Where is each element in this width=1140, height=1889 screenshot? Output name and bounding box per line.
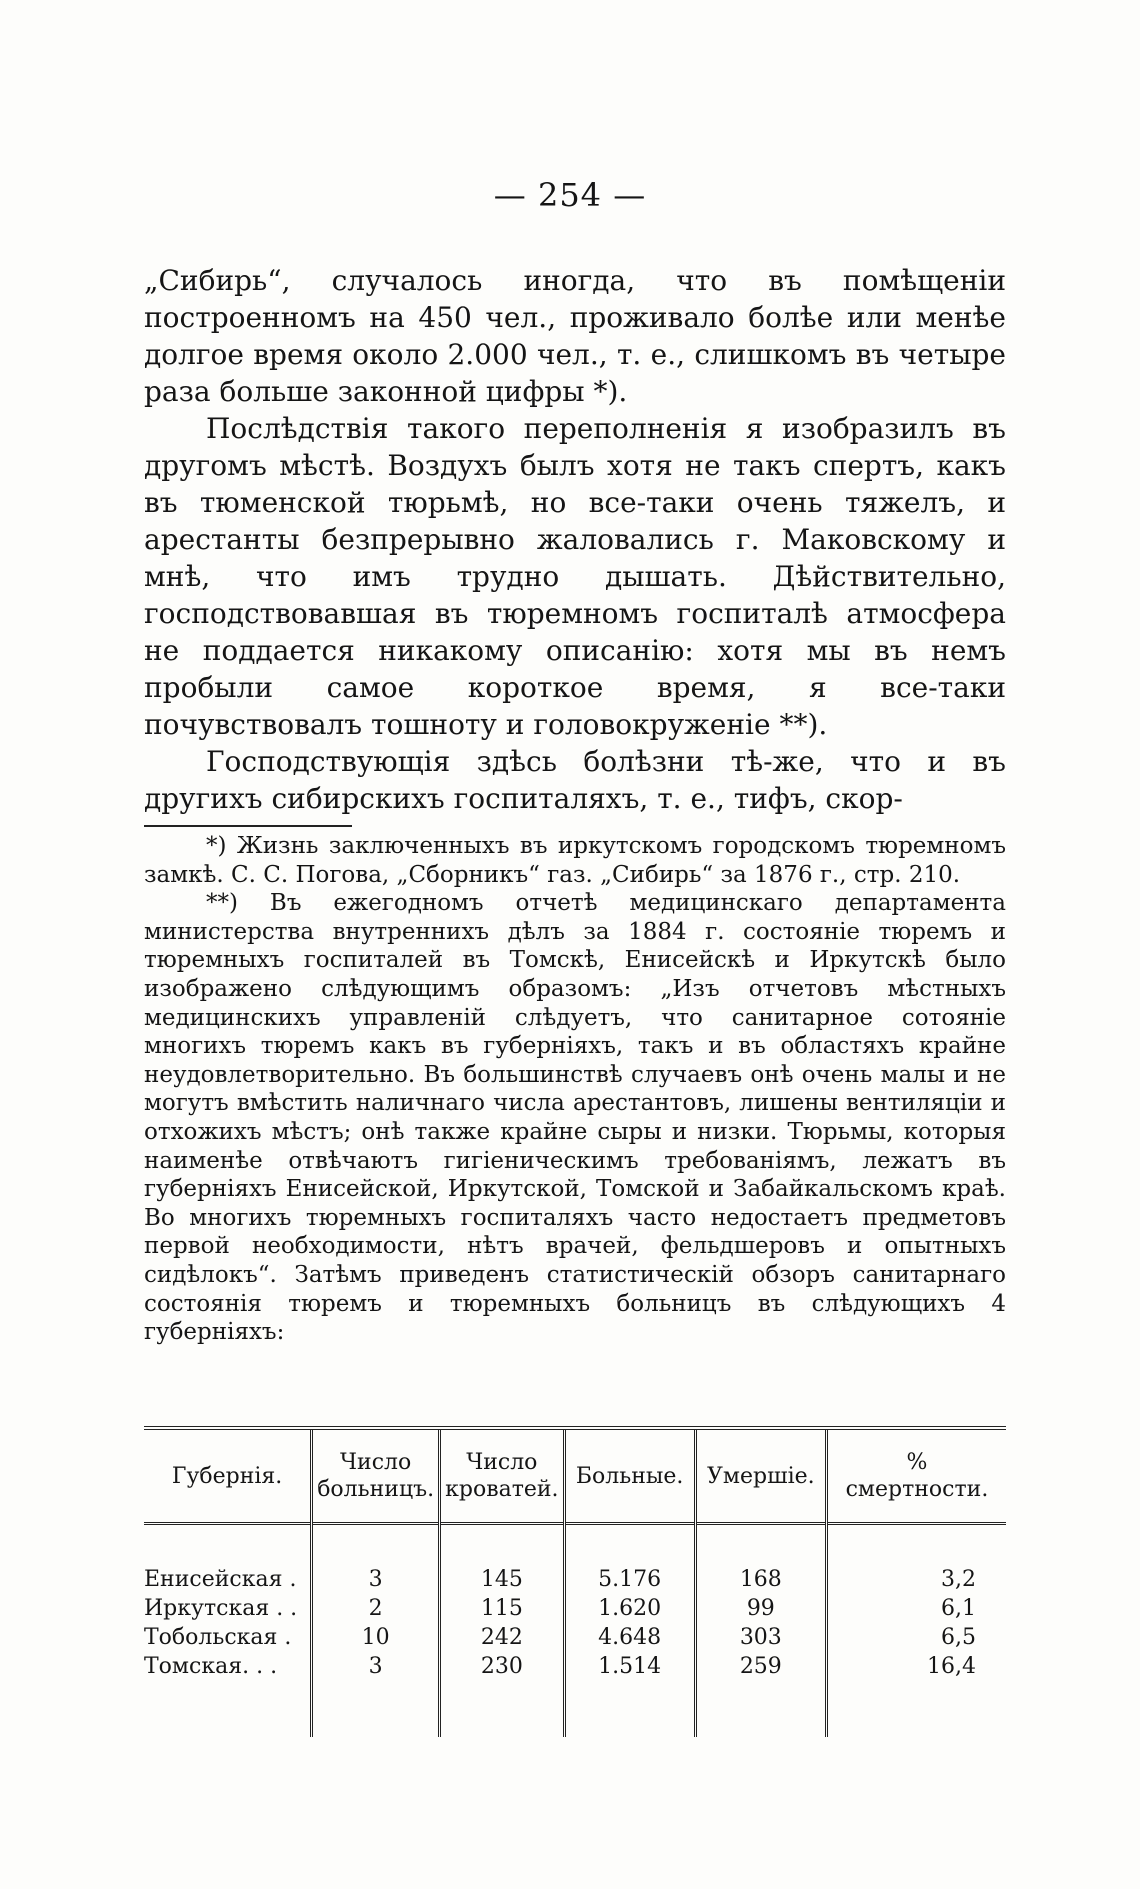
table-cell: 230 <box>440 1652 564 1681</box>
footnotes <box>144 832 1006 1347</box>
table-cell: 1.620 <box>564 1594 695 1623</box>
table-row <box>144 1594 1006 1623</box>
column-header: Число кроватей. <box>440 1428 564 1524</box>
table-cell: 1.514 <box>564 1652 695 1681</box>
table-cell: 168 <box>695 1565 826 1594</box>
table-cell: 3 <box>312 1652 440 1681</box>
footnote: **) Въ ежегодномъ отчетѣ медицинскаго департамента министерства внутреннихъ дѣлъ за 1884 г. состояніе тюремъ и тюремныхъ госпиталей въ Томскѣ, Енисейскѣ и Иркутскѣ было изображено слѣдующимъ образомъ: „Изъ отчетовъ мѣстныхъ медицинскихъ управленій слѣдуетъ, что санитарное сотояніе многихъ тюремъ какъ въ губерніяхъ, такъ и въ областяхъ крайне неудовлетворительно. Въ большинствѣ случаевъ онѣ очень малы и не могутъ вмѣстить наличнаго числа арестантовъ, лишены вентиляціи и отхожихъ мѣстъ; онѣ также крайне сыры и низки. Тюрьмы, которыя наименѣе отвѣчаютъ гигіеническимъ требованіямъ, лежатъ въ губерніяхъ Енисейской, Иркутской, Томской и Забайкальскомъ краѣ. Во многихъ тюремныхъ госпиталяхъ часто недостаетъ предметовъ первой необходимости, нѣтъ врачей, фельдшеровъ и опытныхъ сидѣлокъ“. Затѣмъ приведенъ статистическій обзоръ санитарнаго состоянія тюремъ и тюремныхъ больницъ въ слѣдующихъ 4 губерніяхъ: <box>144 890 1006 1346</box>
column-header: % смертности. <box>826 1428 1006 1524</box>
table-cell: 4.648 <box>564 1623 695 1652</box>
table-cell: 6,1 <box>826 1594 1006 1623</box>
table-row <box>144 1565 1006 1594</box>
table-spacer <box>144 1681 1006 1737</box>
paragraph: „Сибирь“, случалось иногда, что въ помѣщеніи построенномъ на 450 чел., проживало болѣе или менѣе долгое время около 2.000 чел., т. е., слишкомъ въ четыре раза больше законной цифры *). <box>144 264 1006 408</box>
table-cell: 3,2 <box>826 1565 1006 1594</box>
paragraph: Послѣдствія такого переполненія я изобразилъ въ другомъ мѣстѣ. Воздухъ былъ хотя не такъ спертъ, какъ въ тюменской тюрьмѣ, но все-таки очень тяжелъ, и арестанты безпрерывно жаловались г. Маковскому и мнѣ, что имъ трудно дышать. Дѣйствительно, господствовавшая въ тюремномъ госпиталѣ атмосфера не поддается никакому описанію: хотя мы въ немъ пробыли самое короткое время, я все-таки почувствовалъ тошноту и головокруженіе **). <box>144 412 1006 741</box>
table-cell: 10 <box>312 1623 440 1652</box>
column-header: Умершіе. <box>695 1428 826 1524</box>
table-cell: 303 <box>695 1623 826 1652</box>
table-cell: 115 <box>440 1594 564 1623</box>
column-header: Губернія. <box>171 1463 283 1489</box>
table-cell: 145 <box>440 1565 564 1594</box>
main-text <box>144 262 1006 817</box>
table-cell: Томская. . . <box>144 1653 278 1679</box>
table-cell: Тобольская . <box>144 1624 292 1650</box>
table-spacer <box>144 1524 1006 1566</box>
column-header: Число больницъ. <box>312 1428 440 1524</box>
footnote: *) Жизнь заключенныхъ въ иркутскомъ городскомъ тюремномъ замкѣ. С. С. Погова, „Сборникъ“ газ. „Сибирь“ за 1876 г., стр. 210. <box>144 833 1006 888</box>
table-cell: 259 <box>695 1652 826 1681</box>
table-cell: 99 <box>695 1594 826 1623</box>
statistics-table <box>144 1426 1006 1737</box>
page-number: — 254 — <box>493 176 647 214</box>
table-cell: 5.176 <box>564 1565 695 1594</box>
table-cell: 16,4 <box>826 1652 1006 1681</box>
table-row <box>144 1652 1006 1681</box>
paragraph: Господствующія здѣсь болѣзни тѣ-же, что и въ другихъ сибирскихъ госпиталяхъ, т. е., тифъ, скор- <box>144 745 1006 815</box>
table-header-row <box>144 1428 1006 1524</box>
table-cell: 2 <box>312 1594 440 1623</box>
table-cell: 3 <box>312 1565 440 1594</box>
table-cell: Иркутская . . <box>144 1595 298 1621</box>
table-cell: Енисейская . <box>144 1566 297 1592</box>
footnote-separator <box>144 825 352 827</box>
table-row <box>144 1623 1006 1652</box>
table-cell: 242 <box>440 1623 564 1652</box>
table-cell: 6,5 <box>826 1623 1006 1652</box>
column-header: Больные. <box>564 1428 695 1524</box>
